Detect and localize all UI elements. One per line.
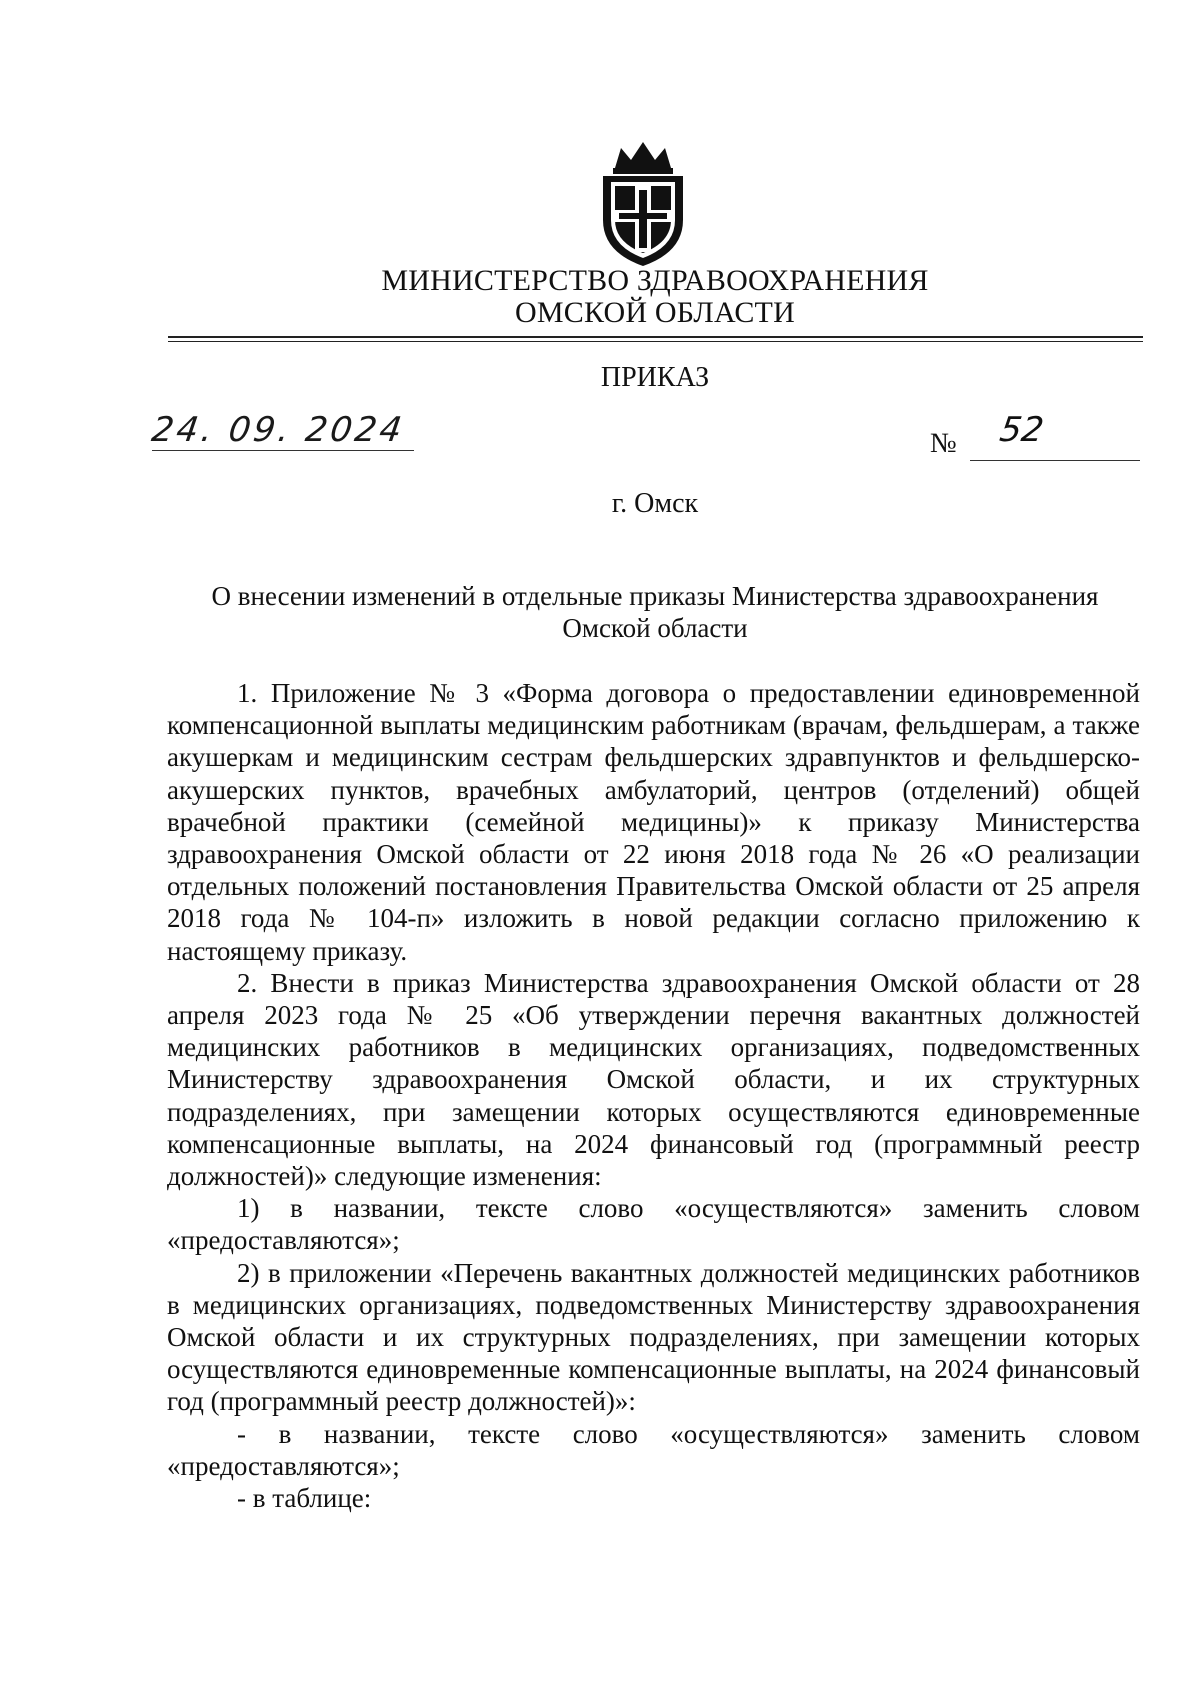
ministry-name-line1: МИНИСТЕРСТВО ЗДРАВООХРАНЕНИЯ — [381, 264, 929, 297]
city: г. Омск — [611, 488, 699, 519]
order-body — [167, 677, 1140, 1514]
paragraph-2-1: 1) в названии, тексте слово «осуществляются» заменить словом «предоставляются»; — [167, 1193, 1140, 1256]
handwritten-date: 24. 09. 2024 — [149, 410, 408, 450]
date-underline — [152, 450, 414, 451]
paragraph-2-2-a: - в названии, тексте слово «осуществляются» заменить словом «предоставляются»; — [167, 1418, 1140, 1481]
paragraph-2-2-b: - в таблице: — [237, 1483, 372, 1514]
handwritten-number: 52 — [997, 410, 1047, 450]
number-label: № — [930, 428, 957, 459]
document-type: ПРИКАЗ — [600, 362, 710, 393]
paragraph-2-2: 2) в приложении «Перечень вакантных должностей медицинских работников в медицинских организациях, подведомственных Министерству здравоохранения Омской области и их структурных подразделениях, при замещении которых осуществляются единовременные компенсационные выплаты, на 2024 финансовый год (программный реестр должностей)»: — [167, 1257, 1140, 1417]
order-title: О внесении изменений в отдельные приказы Министерства здравоохранения Омской области — [211, 581, 1099, 643]
coat-of-arms-emblem — [595, 140, 691, 270]
number-underline — [970, 460, 1140, 461]
header-rule-thin — [168, 341, 1143, 342]
header-rule — [168, 336, 1143, 338]
ministry-name-line2: ОМСКОЙ ОБЛАСТИ — [515, 296, 795, 329]
paragraph-2: 2. Внести в приказ Министерства здравоохранения Омской области от 28 апреля 2023 года № 25 «Об утверждении перечня вакантных должностей медицинских работников в медицинских организациях, подведомственных Министерству здравоохранения Омской области, и их структурных подразделениях, при замещении которых осуществляются единовременные компенсационные выплаты, на 2024 финансовый год (программный реестр должностей)» следующие изменения: — [167, 967, 1140, 1192]
paragraph-1: 1. Приложение № 3 «Форма договора о предоставлении единовременной компенсационной выплаты медицинским работникам (врачам, фельдшерам, а также акушеркам и медицинским сестрам фельдшерских здравпунктов и фельдшерско-акушерских пунктов, врачебных амбулаторий, центров (отделений) общей врачебной практики (семейной медицины)» к приказу Министерства здравоохранения Омской области от 22 июня 2018 года № 26 «О реализации отдельных положений постановления Правительства Омской области от 25 апреля 2018 года № 104-п» изложить в новой редакции согласно приложению к настоящему приказу. — [167, 678, 1140, 966]
